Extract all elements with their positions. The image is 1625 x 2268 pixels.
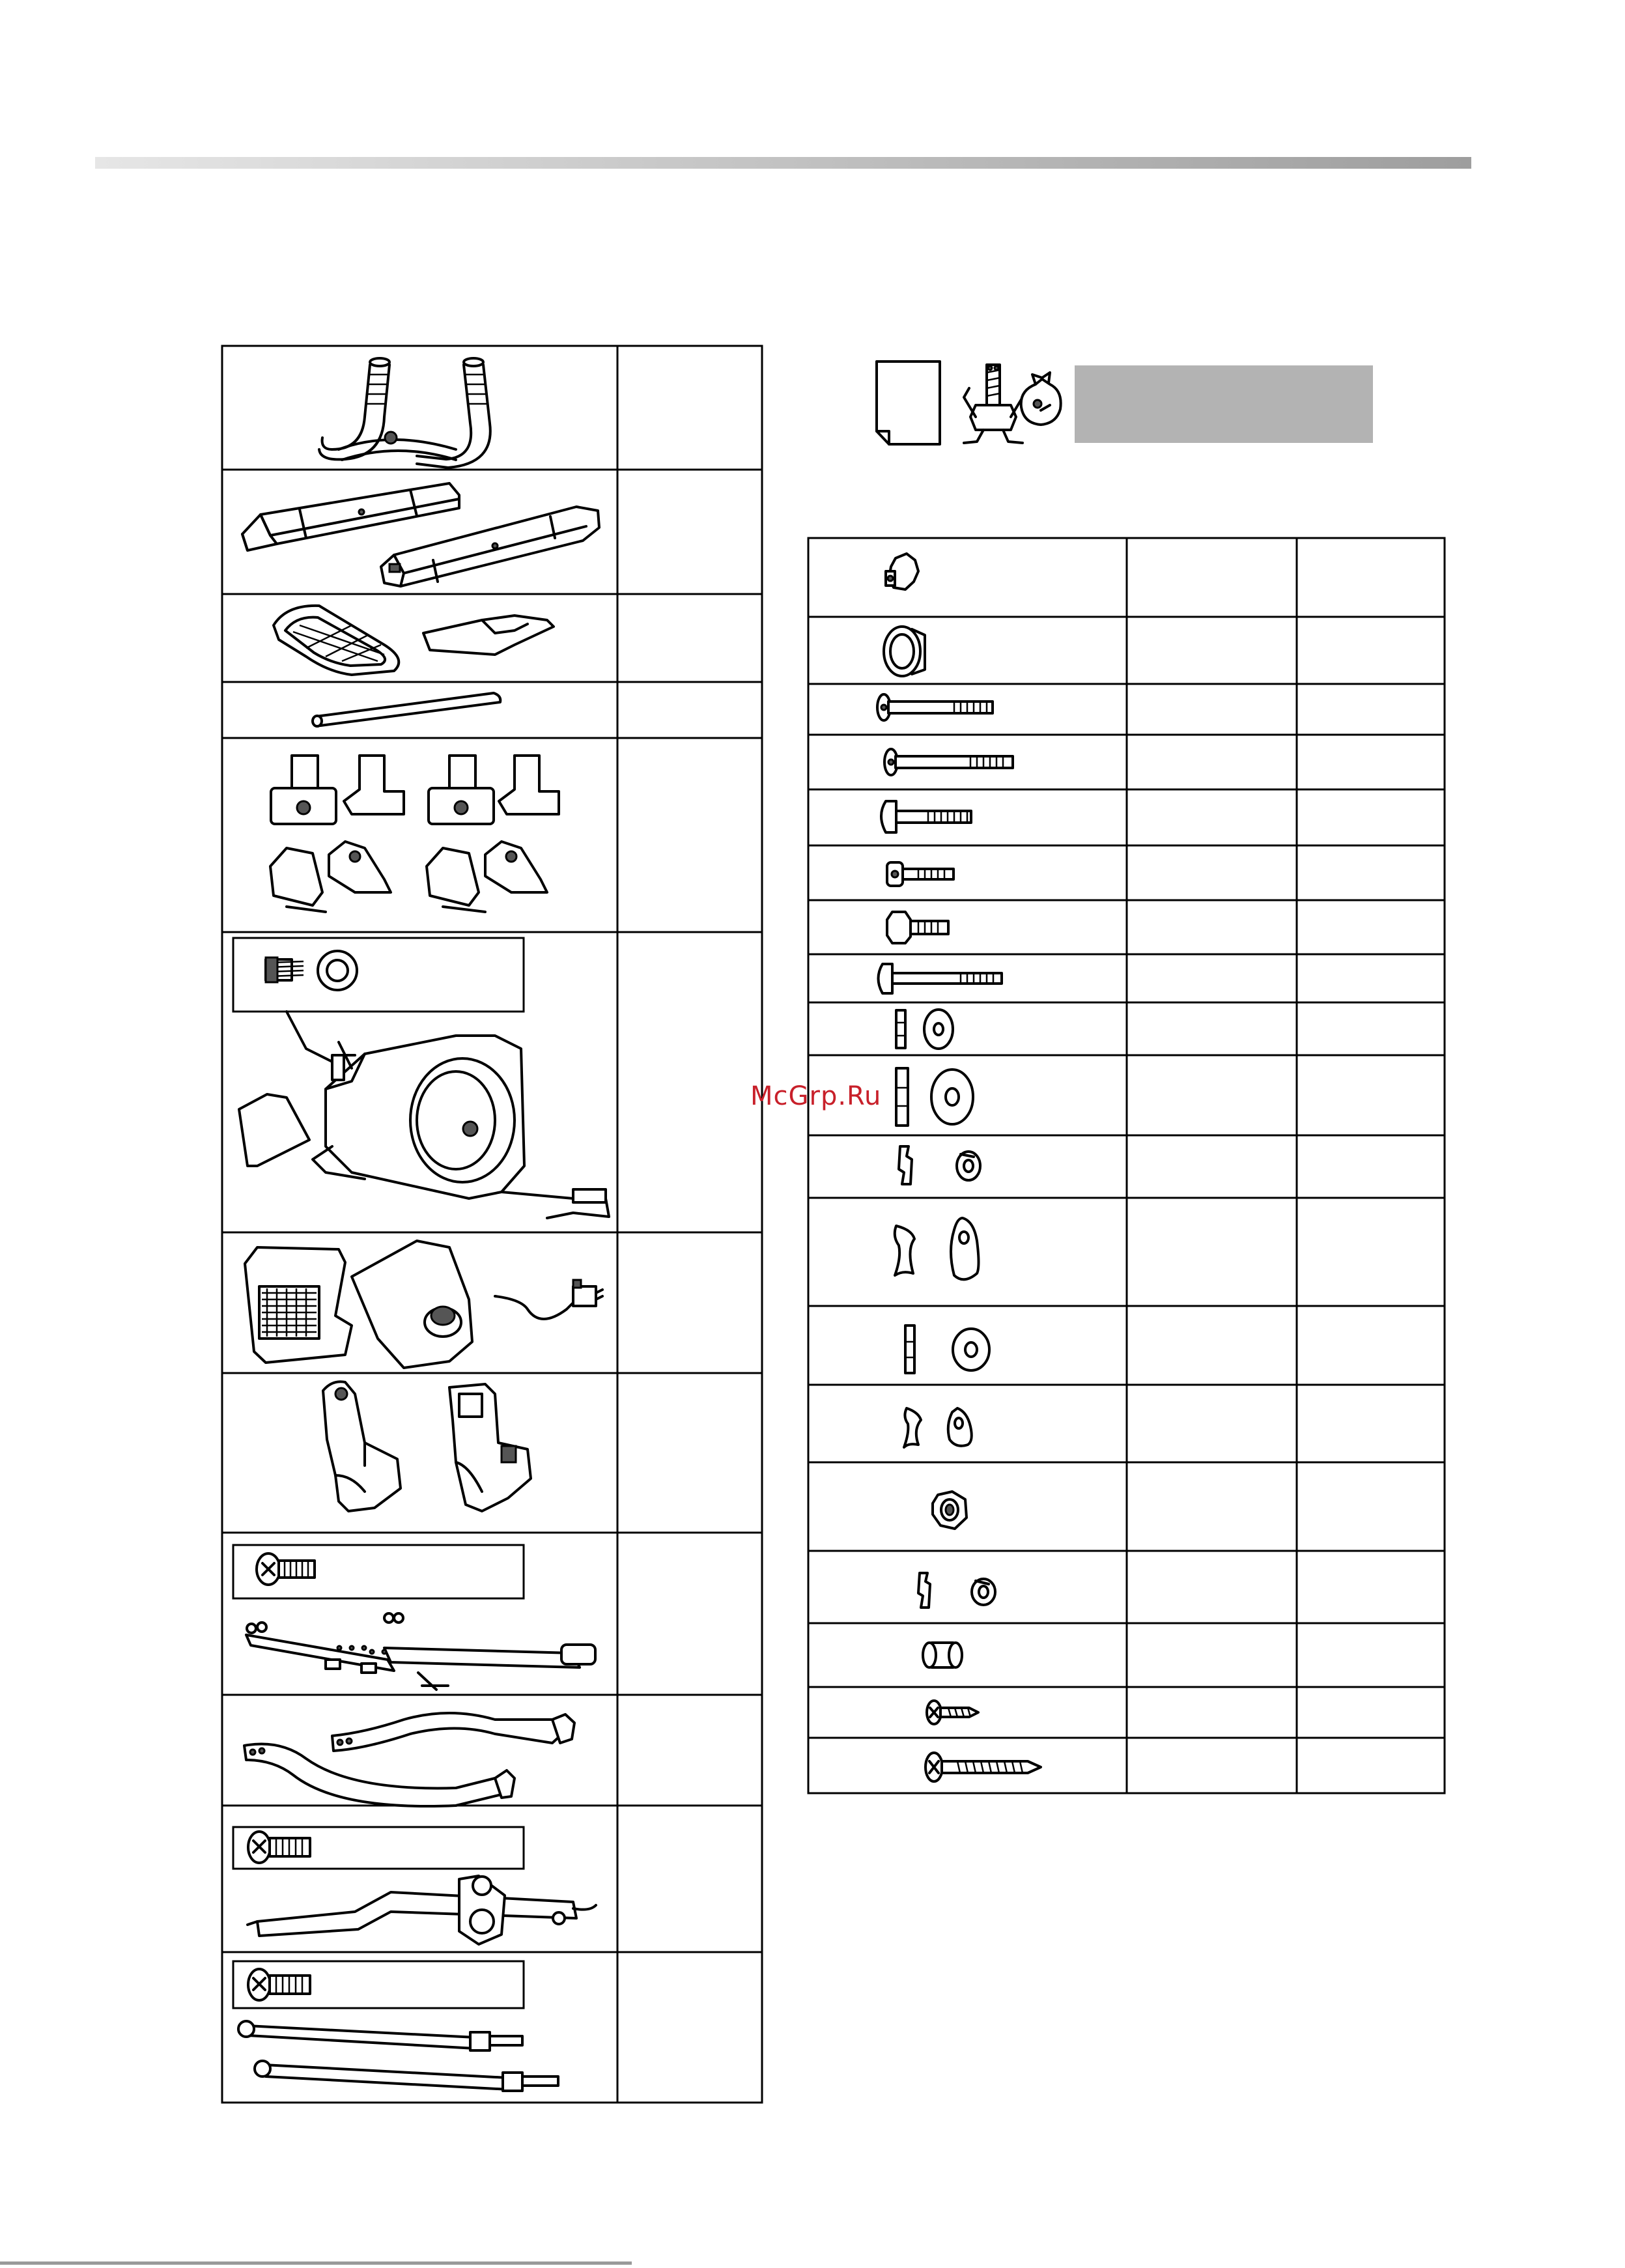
flat-washer-medium-icon: [905, 1325, 989, 1373]
short-screw-icon: [927, 1701, 978, 1724]
joint-brackets-icon: [270, 756, 559, 912]
stabilizer-feet-icon: [242, 483, 599, 586]
bushing-icon: [923, 1643, 962, 1667]
axle-tube-icon: [313, 693, 500, 726]
long-hex-socket-bolt-icon: [877, 694, 993, 720]
pedal-arm-rail-icon: [233, 1545, 595, 1690]
nylon-nut-icon: [933, 1492, 967, 1529]
handlebar-icon: [319, 358, 490, 468]
spring-washer-small-icon: [918, 1573, 995, 1608]
watermark: McGrp.Ru: [750, 1081, 882, 1111]
curved-washer-small-icon: [904, 1408, 972, 1447]
long-carriage-bolt-icon: [879, 964, 1002, 993]
curved-washer-large-icon: [895, 1218, 979, 1279]
star-knob-icon: [886, 554, 918, 589]
carriage-bolt-icon: [881, 801, 971, 832]
spring-washer-icon: [899, 1146, 980, 1184]
hardware-label-box: [1075, 365, 1373, 443]
console-cover-adapter-icon: [245, 1241, 602, 1368]
main-frame-icon: [233, 938, 609, 1218]
hex-head-bolt-icon: [887, 912, 948, 943]
curved-handle-bars-icon: [244, 1713, 574, 1806]
long-screw-icon: [926, 1753, 1041, 1781]
bolt-mascot-icon: [964, 365, 1023, 443]
pedal-icon: [274, 606, 554, 675]
flat-washer-large-icon: [896, 1068, 973, 1126]
flat-washer-small-icon: [896, 1010, 953, 1049]
lower-link-arms-icon: [233, 1961, 558, 2091]
end-cap-icon: [884, 627, 925, 676]
medium-hex-socket-bolt-icon: [884, 749, 1013, 775]
side-covers-icon: [323, 1382, 531, 1511]
short-socket-bolt-icon: [887, 862, 954, 886]
hardware-bag-icon: [1021, 373, 1061, 425]
hardware-header: [877, 361, 1373, 444]
handle-arm-with-sensor-icon: [233, 1827, 596, 1944]
footer-bar: [0, 2261, 632, 2265]
